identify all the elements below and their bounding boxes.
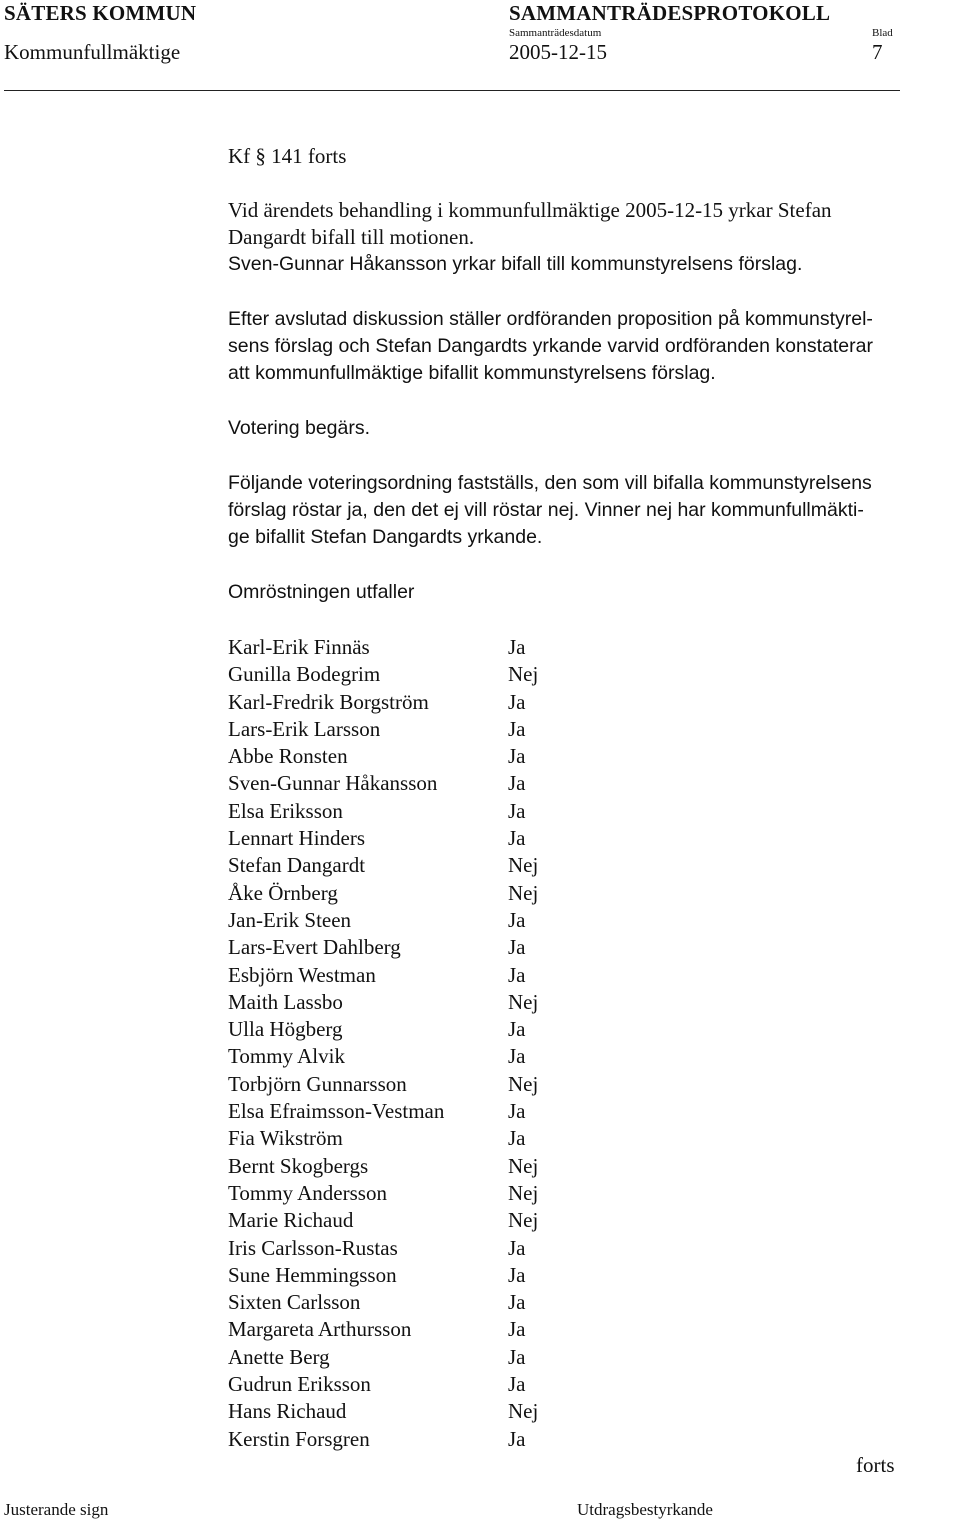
vote-value: Ja <box>508 744 526 769</box>
voter-name: Elsa Efraimsson-Vestman <box>228 1099 445 1124</box>
table-row <box>228 716 628 743</box>
footer-certification: Utdragsbestyrkande <box>577 1500 713 1519</box>
vote-value: Ja <box>508 771 526 796</box>
table-row <box>228 1316 628 1343</box>
vote-value: Ja <box>508 1017 526 1042</box>
header-rule <box>4 90 900 91</box>
vote-value: Ja <box>508 1044 526 1069</box>
voter-name: Sixten Carlsson <box>228 1290 361 1315</box>
vote-value: Ja <box>508 635 526 659</box>
table-row <box>228 1235 628 1262</box>
vote-value: Nej <box>508 662 539 687</box>
paragraph-line: Sven-Gunnar Håkansson yrkar bifall till kommunstyrelsens förslag. <box>228 253 803 275</box>
voter-name: Åke Örnberg <box>228 880 338 905</box>
table-row <box>228 1371 628 1398</box>
vote-value: Nej <box>508 1399 539 1424</box>
voter-name: Lars-Erik Larsson <box>228 716 381 741</box>
voter-name: Kerstin Forsgren <box>228 1426 370 1451</box>
vote-value: Ja <box>508 1344 526 1369</box>
paragraph-result-intro <box>228 579 958 606</box>
table-row <box>228 934 628 961</box>
voter-name: Sune Hemmingsson <box>228 1262 397 1287</box>
vote-value: Ja <box>508 1372 526 1397</box>
table-row <box>228 989 628 1016</box>
voter-name: Esbjörn Westman <box>228 962 376 987</box>
vote-value: Nej <box>508 853 539 878</box>
vote-value: Ja <box>508 716 526 741</box>
voter-name: Lennart Hinders <box>228 826 366 851</box>
vote-value: Nej <box>508 880 539 905</box>
vote-value: Ja <box>508 1317 526 1342</box>
table-row <box>228 1016 628 1043</box>
table-row <box>228 825 628 852</box>
continued-note: forts <box>856 1453 895 1477</box>
voter-name: Karl-Fredrik Borgström <box>228 689 429 714</box>
table-row <box>228 1289 628 1316</box>
table-row <box>228 661 628 688</box>
vote-value: Ja <box>508 907 526 932</box>
vote-value: Nej <box>508 1153 539 1178</box>
table-row <box>228 770 628 797</box>
vote-value: Ja <box>508 935 526 960</box>
voter-name: Bernt Skogbergs <box>228 1153 369 1178</box>
voter-name: Maith Lassbo <box>228 989 343 1014</box>
paragraph-line: Dangardt bifall till motionen. <box>228 225 475 249</box>
paragraph-line: Votering begärs. <box>228 417 371 439</box>
voter-name: Marie Richaud <box>228 1208 354 1233</box>
table-row <box>228 880 628 907</box>
voter-name: Anette Berg <box>228 1344 330 1369</box>
voter-name: Karl-Erik Finnäs <box>228 635 370 659</box>
voter-name: Iris Carlsson-Rustas <box>228 1235 398 1260</box>
voter-name: Hans Richaud <box>228 1399 347 1424</box>
section-title: Kf § 141 forts <box>228 144 347 168</box>
org-name: SÄTERS KOMMUN <box>4 1 197 25</box>
vote-list <box>228 634 628 1453</box>
table-row <box>228 1098 628 1125</box>
table-row <box>228 1207 628 1234</box>
voter-name: Tommy Alvik <box>228 1044 345 1069</box>
paragraph-line: att kommunfullmäktige bifallit kommunstyrelsens förslag. <box>228 362 716 384</box>
table-row <box>228 907 628 934</box>
date-label: Sammanträdesdatum <box>509 27 602 39</box>
paragraph-proposition <box>228 306 958 387</box>
table-row <box>228 1180 628 1207</box>
document-type: SAMMANTRÄDESPROTOKOLL <box>509 1 831 25</box>
voter-name: Gunilla Bodegrim <box>228 662 381 687</box>
paragraph-line: Omröstningen utfaller <box>228 581 415 603</box>
voter-name: Sven-Gunnar Håkansson <box>228 771 438 796</box>
vote-value: Ja <box>508 1126 526 1151</box>
vote-value: Ja <box>508 962 526 987</box>
voter-name: Elsa Eriksson <box>228 798 343 823</box>
table-row <box>228 798 628 825</box>
paragraph-line: förslag röstar ja, den det ej vill röstar nej. Vinner nej har kommunfullmäkti- <box>228 499 864 521</box>
vote-value: Nej <box>508 1071 539 1096</box>
paragraph-line: Vid ärendets behandling i kommunfullmäktige 2005-12-15 yrkar Stefan <box>228 198 832 222</box>
paragraph-motion <box>228 197 958 278</box>
table-row <box>228 743 628 770</box>
paragraph-line: ge bifallit Stefan Dangardts yrkande. <box>228 526 543 548</box>
voter-name: Stefan Dangardt <box>228 853 366 878</box>
vote-value: Nej <box>508 989 539 1014</box>
vote-value: Ja <box>508 1262 526 1287</box>
vote-value: Ja <box>508 1290 526 1315</box>
voter-name: Abbe Ronsten <box>228 744 348 769</box>
vote-value: Nej <box>508 1208 539 1233</box>
voter-name: Margareta Arthursson <box>228 1317 412 1342</box>
meeting-date: 2005-12-15 <box>509 40 607 64</box>
table-row <box>228 962 628 989</box>
vote-value: Ja <box>508 1235 526 1260</box>
voter-name: Tommy Andersson <box>228 1180 387 1205</box>
voter-name: Gudrun Eriksson <box>228 1372 371 1397</box>
table-row <box>228 689 628 716</box>
table-row <box>228 1344 628 1371</box>
paragraph-line: Efter avslutad diskussion ställer ordföranden proposition på kommunstyrel- <box>228 308 873 330</box>
paragraph-voting-order <box>228 470 958 551</box>
vote-value: Ja <box>508 1099 526 1124</box>
paragraph-line: Följande voteringsordning fastställs, den som vill bifalla kommunstyrelsens <box>228 472 872 494</box>
voter-name: Torbjörn Gunnarsson <box>228 1071 407 1096</box>
table-row <box>228 852 628 879</box>
voter-name: Ulla Högberg <box>228 1017 343 1042</box>
council-name: Kommunfullmäktige <box>4 40 181 64</box>
table-row <box>228 1071 628 1098</box>
vote-value: Ja <box>508 798 526 823</box>
page-label: Blad <box>872 27 893 39</box>
paragraph-votering <box>228 415 958 442</box>
vote-value: Ja <box>508 689 526 714</box>
table-row <box>228 1043 628 1070</box>
table-row <box>228 1125 628 1152</box>
voter-name: Jan-Erik Steen <box>228 907 352 932</box>
vote-value: Nej <box>508 1180 539 1205</box>
table-row <box>228 1398 628 1425</box>
table-row <box>228 1262 628 1289</box>
table-row <box>228 1153 628 1180</box>
paragraph-line: sens förslag och Stefan Dangardts yrkande varvid ordföranden konstaterar <box>228 335 873 357</box>
page-number: 7 <box>872 40 883 64</box>
vote-value: Ja <box>508 826 526 851</box>
footer-adjuster-sign: Justerande sign <box>4 1500 109 1519</box>
vote-value: Ja <box>508 1426 526 1451</box>
voter-name: Lars-Evert Dahlberg <box>228 935 401 960</box>
voter-name: Fia Wikström <box>228 1126 343 1151</box>
table-row <box>228 1426 628 1453</box>
table-row <box>228 634 628 661</box>
